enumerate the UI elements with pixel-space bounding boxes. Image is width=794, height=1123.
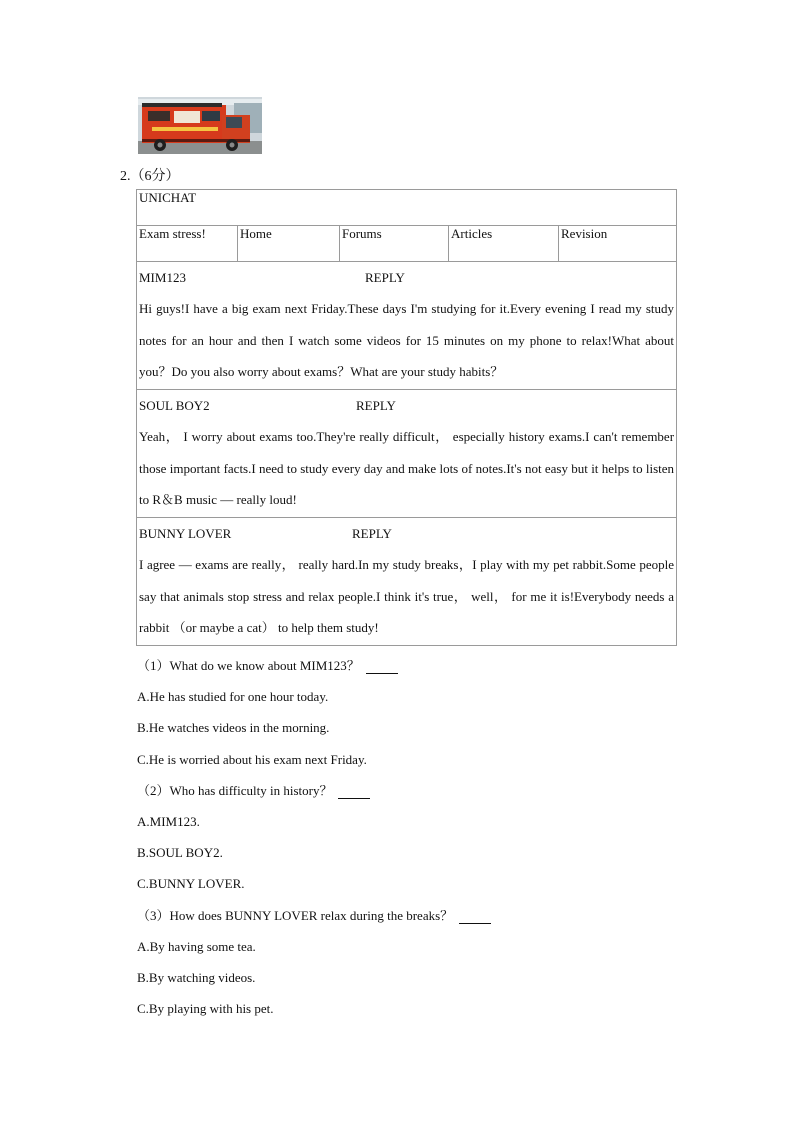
post-text: I agree — exams are really， really hard.In my study breaks，I play with my pet rabbit.Some people say that animals stop stress and relax people.I think it's true， well， for me it is!Everybody needs a rabbit （or maybe a cat） to help them study!: [139, 557, 675, 635]
question-stem: [137, 775, 677, 806]
question-stem: [137, 650, 677, 681]
answer-option[interactable]: C.By playing with his pet.: [137, 1001, 274, 1017]
answer-option[interactable]: C.He is worried about his exam next Friday.: [137, 751, 367, 767]
reply-link[interactable]: REPLY: [365, 270, 405, 285]
nav-exam-stress[interactable]: Exam stress!: [137, 226, 238, 262]
site-title: UNICHAT: [137, 190, 677, 226]
post-text: Hi guys!I have a big exam next Friday.These days I'm studying for it.Every evening I read my study notes for an hour and then I watch some videos for 15 minutes on my phone to relax!What about you？Do you also worry about exams？What are your study habits？: [139, 301, 675, 379]
reply-link[interactable]: REPLY: [356, 398, 396, 413]
answer-blank[interactable]: [338, 785, 370, 799]
nav-revision[interactable]: Revision: [559, 226, 677, 262]
answer-option[interactable]: B.SOUL BOY2.: [137, 845, 223, 861]
forum-table: [136, 189, 677, 646]
nav-forums[interactable]: Forums: [340, 226, 449, 262]
post-author: SOUL BOY2: [139, 398, 210, 413]
forum-post: [137, 262, 677, 390]
question-stem-text: （2）Who has difficulty in history？: [137, 782, 333, 798]
post-author: MIM123: [139, 270, 186, 285]
nav-home[interactable]: Home: [238, 226, 340, 262]
question-list: [137, 650, 677, 1024]
answer-option[interactable]: A.MIM123.: [137, 813, 200, 829]
post-author: BUNNY LOVER: [139, 526, 232, 541]
answer-blank[interactable]: [459, 910, 491, 924]
question-stem: [137, 900, 677, 931]
answer-option[interactable]: B.He watches videos in the morning.: [137, 720, 330, 736]
forum-post: [137, 390, 677, 518]
question-stem-text: （3）How does BUNNY LOVER relax during the breaks？: [137, 907, 454, 923]
post-text: Yeah， I worry about exams too.They're really difficult， especially history exams.I can't remember those important facts.I need to study every day and make lots of notes.It's not easy but it helps to listen to R＆B music — really loud!: [139, 429, 675, 507]
food-truck-photo: [138, 97, 262, 154]
question-number: 2.（6分）: [120, 169, 180, 184]
answer-blank[interactable]: [366, 660, 398, 674]
answer-option[interactable]: C.BUNNY LOVER.: [137, 876, 245, 892]
site-title-row: [137, 190, 677, 226]
forum-post: [137, 518, 677, 646]
nav-articles[interactable]: Articles: [449, 226, 559, 262]
reply-link[interactable]: REPLY: [352, 526, 392, 541]
answer-option[interactable]: A.He has studied for one hour today.: [137, 689, 329, 705]
nav-row: [137, 226, 677, 262]
question-stem-text: （1）What do we know about MIM123？: [137, 658, 360, 673]
answer-option[interactable]: A.By having some tea.: [137, 938, 256, 954]
answer-option[interactable]: B.By watching videos.: [137, 969, 256, 985]
